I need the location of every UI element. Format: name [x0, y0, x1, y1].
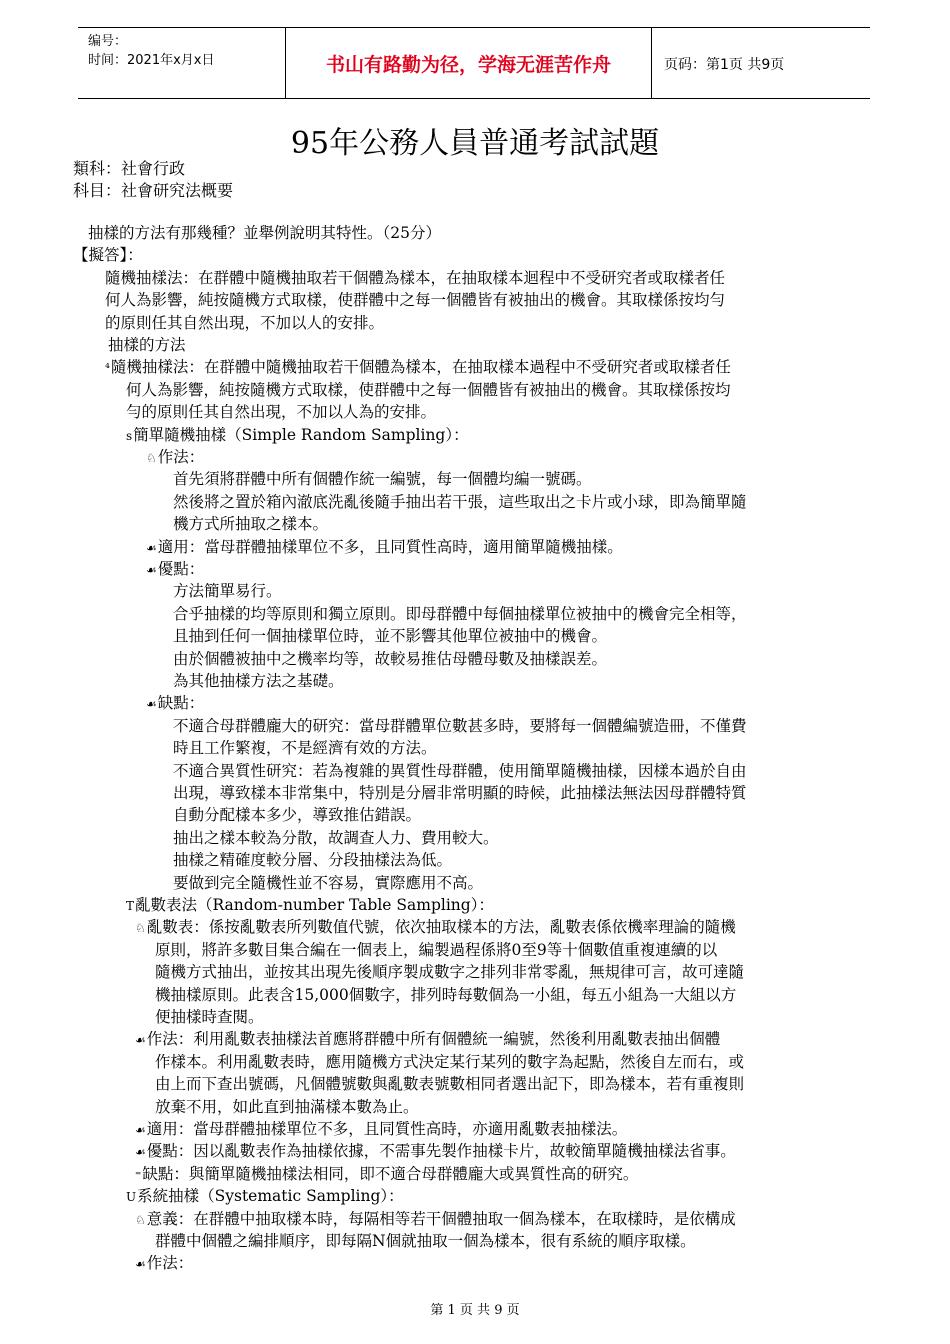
subject-line: 科目：社會研究法概要 [73, 181, 234, 200]
header-divider [651, 28, 652, 98]
body-line [105, 356, 731, 379]
body-text: 隨機抽樣法：在群體中隨機抽取若干個體為樣本，在抽取樣本過程中不受研究者或取樣者任 [110, 358, 731, 377]
body-line: 抽出之樣本較為分散，故調查人力、費用較大。 [173, 828, 499, 847]
body-line [126, 894, 494, 917]
body-line [146, 558, 204, 581]
body-line [135, 1028, 720, 1051]
body-line: 勻的原則任其自然出現，不加以人為的安排。 [126, 403, 437, 422]
body-line [135, 1140, 736, 1163]
bullet-marker: ♘ [146, 451, 157, 465]
body-line [135, 1118, 627, 1141]
body-text: 意義：在群體中抽取樣本時，每隔相等若干個體抽取一個為樣本，在取樣時，是依構成 [146, 1209, 736, 1228]
body-line: 便抽樣時查閱。 [155, 1008, 264, 1026]
body-text: 適用：當母群體抽樣單位不多，且同質性高時，亦適用亂數表抽樣法。 [146, 1120, 628, 1138]
body-line: 放棄不用，如此直到抽滿樣本數為止。 [155, 1097, 419, 1116]
body-line [146, 446, 204, 469]
body-text: 作法： [157, 448, 205, 466]
body-line: 且抽到任何一個抽樣單位時，並不影響其他單位被抽中的機會。 [173, 627, 608, 646]
body-line [146, 536, 623, 559]
body-line [135, 916, 736, 939]
bullet-marker: ♘ [135, 921, 146, 936]
body-line: 合乎抽樣的均等原則和獨立原則。即母群體中每個抽樣單位被抽中的機會完全相等， [173, 604, 747, 623]
bullet-marker: s [126, 428, 133, 443]
body-line: 抽樣之精確度較分層、分段抽樣法為低。 [173, 851, 453, 870]
body-line: 由於個體被抽中之機率均等，故較易推估母體母數及抽樣誤差。 [173, 649, 608, 668]
category-line: 類科：社會行政 [73, 159, 186, 178]
body-text: 亂數表法（Random-number Table Sampling）： [135, 896, 494, 914]
body-line: 要做到完全隨機性並不容易，實際應用不高。 [173, 873, 484, 892]
page-title: 95年公務人員普通考試試題 [290, 126, 660, 161]
bullet-marker: ☙ [146, 697, 157, 712]
body-line [126, 1185, 404, 1208]
body-line: 原則，將許多數目集合編在一個表上，編製過程係將0至9等十個數值重複連續的以 [155, 940, 718, 959]
body-text: 優點：因以亂數表作為抽樣依據，不需事先製作抽樣卡片，故較簡單隨機抽樣法省事。 [146, 1142, 736, 1161]
body-line: 機方式所抽取之樣本。 [173, 515, 329, 534]
body-text: 作法：利用亂數表抽樣法首應將群體中所有個體統一編號，然後利用亂數表抽出個體 [146, 1030, 721, 1049]
body-line [135, 1252, 193, 1275]
body-line: 隨機方式抽出，並按其出現先後順序製成數字之排列非常零亂，無規律可言，故可達隨 [155, 963, 745, 982]
bullet-marker: ⁼ [135, 1167, 142, 1182]
body-text: 作法： [146, 1254, 194, 1273]
bullet-marker: ☙ [135, 1033, 146, 1048]
body-line: 何人為影響，純按隨機方式取樣，使群體中之每一個體皆有被抽出的機會。其取樣係按均 [126, 380, 731, 399]
body-text: 亂數表：係按亂數表所列數值代號，依次抽取樣本的方法，亂數表係依機率理論的隨機 [146, 918, 736, 937]
bullet-marker: U [126, 1190, 137, 1205]
body-text: 優點： [157, 560, 205, 578]
bullet-marker: ☙ [135, 1257, 146, 1272]
body-line: 由上而下查出號碼，凡個體號數與亂數表號數相同者選出記下，即為樣本，若有重複則 [155, 1075, 745, 1094]
body-line [135, 1163, 638, 1186]
bullet-marker: ☙ [135, 1123, 146, 1137]
body-line: 為其他抽樣方法之基礎。 [173, 672, 344, 690]
body-line: 何人為影響，純按隨機方式取樣，使群體中之每一個體皆有被抽出的機會。其取樣係按均勻 [105, 291, 726, 310]
body-text: 缺點：與簡單隨機抽樣法相同，即不適合母群體龐大或異質性高的研究。 [142, 1164, 639, 1183]
body-line: 自動分配樣本多少，導致推估錯誤。 [173, 806, 422, 825]
body-text: 缺點： [157, 694, 205, 713]
body-line: 然後將之置於箱內澈底洗亂後隨手抽出若干張，這些取出之卡片或小球，即為簡單隨 [173, 492, 747, 511]
body-line: 時且工作繁複，不是經濟有效的方法。 [173, 739, 437, 758]
body-text: 系統抽樣（Systematic Sampling）： [137, 1187, 404, 1206]
body-text: 適用：當母群體抽樣單位不多，且同質性高時，適用簡單隨機抽樣。 [157, 537, 623, 556]
body-line [135, 1208, 736, 1231]
body-line: 方法簡單易行。 [173, 582, 282, 601]
body-line: 隨機抽樣法：在群體中隨機抽取若干個體為樣本，在抽取樣本迴程中不受研究者或取樣者任 [105, 268, 726, 287]
bullet-marker: T [126, 899, 135, 913]
body-line [126, 424, 469, 447]
body-line: 機抽樣原則。此表含15,000個數字，排列時每數個為一小組，每五小組為一大組以方 [155, 985, 737, 1004]
body-line: 不適合母群體龐大的研究：當母群體單位數甚多時，要將每一個體編號造冊，不僅費 [173, 716, 747, 735]
body-line: 群體中個體之編排順序，即每隔N個就抽取一個為樣本，很有系統的順序取樣。 [155, 1232, 696, 1250]
page-footer: 第 1 页 共 9 页 [430, 1303, 520, 1318]
header-info [88, 32, 288, 70]
header-motto: 书山有路勤为径，学海无涯苦作舟 [325, 54, 611, 76]
question-line: 抽樣的方法有那幾種？並舉例說明其特性。（25分） [88, 224, 441, 242]
number-label: 编号： [88, 34, 128, 49]
bullet-marker: ☙ [146, 540, 157, 555]
bullet-marker: ☙ [146, 563, 157, 577]
section-heading: 抽樣的方法 [108, 336, 186, 354]
body-text: 簡單隨機抽樣（Simple Random Sampling）： [133, 425, 469, 444]
exam-meta [73, 158, 233, 202]
body-line: 首先須將群體中所有個體作統一編號，每一個體均編一號碼。 [173, 470, 592, 489]
page-header [78, 27, 870, 99]
body-line: 的原則任其自然出現，不加以人的安排。 [105, 313, 385, 332]
bullet-marker: ☙ [135, 1145, 146, 1160]
time-label: 时间：2021年x月x日 [88, 53, 215, 68]
body-line: 出現，導致樣本非常集中，特別是分層非常明顯的時候，此抽樣法無法因母群體特質 [173, 784, 747, 802]
header-page-number: 页码：第1页 共9页 [664, 57, 785, 73]
answer-heading: 【擬答】： [73, 246, 143, 265]
bullet-marker: ⁴ [105, 361, 110, 376]
body-line [146, 692, 204, 715]
body-line: 不適合異質性研究：若為複雜的異質性母群體，使用簡單隨機抽樣，因樣本過於自由 [173, 761, 747, 780]
bullet-marker: ♘ [135, 1212, 146, 1227]
body-line: 作樣本。利用亂數表時，應用隨機方式決定某行某列的數字為起點，然後自左而右，或 [155, 1052, 745, 1071]
